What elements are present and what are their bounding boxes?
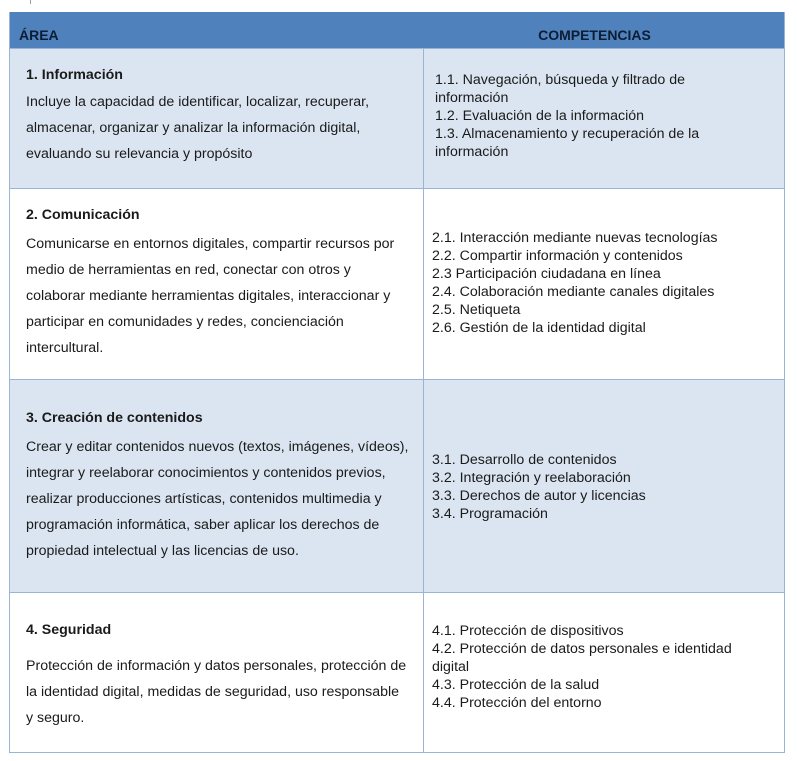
competencia-item: 3.2. Integración y reelaboración <box>432 470 631 486</box>
competencias-table <box>9 12 785 753</box>
competencia-item: 3.1. Desarrollo de contenidos <box>432 452 617 468</box>
area-title: 1. Información <box>26 67 123 83</box>
top-margin-mark <box>30 0 31 4</box>
competencias-cell <box>424 593 784 752</box>
competencia-item: 4.2. Protección de datos personales e identidad digital <box>432 640 732 675</box>
competencias-cell <box>424 380 784 592</box>
competencia-item: 4.1. Protección de dispositivos <box>432 622 624 639</box>
competencia-item: 1.1. Navegación, búsqueda y filtrado de información <box>435 71 686 106</box>
area-description: Incluye la capacidad de identificar, localizar, recuperar, almacenar, organizar y analizar la información digital, evaluando su relevancia y propósito <box>26 94 370 162</box>
area-description: Comunicarse en entornos digitales, compartir recursos por medio de herramientas en red, conectar con otros y colaborar mediante herramientas digitales, interaccionar y participar en comunidades y redes, concienciación intercultural. <box>26 236 395 356</box>
competencia-item: 2.6. Gestión de la identidad digital <box>432 320 646 336</box>
competencia-item: 2.4. Colaboración mediante canales digitales <box>432 284 715 300</box>
area-title: 3. Creación de contenidos <box>26 410 203 426</box>
competencia-item: 2.5. Netiqueta <box>432 302 521 318</box>
competencias-cell <box>424 189 784 379</box>
competencia-item: 2.2. Compartir información y contenidos <box>432 248 683 264</box>
competencias-cell <box>424 49 784 188</box>
area-title: 4. Seguridad <box>26 622 112 638</box>
area-title: 2. Comunicación <box>26 207 140 223</box>
area-cell <box>10 49 424 188</box>
competencia-item: 2.3 Participación ciudadana en línea <box>432 266 661 282</box>
table-row-informacion <box>10 48 784 188</box>
area-description: Protección de información y datos personales, protección de la identidad digital, medidas de seguridad, uso responsable y seguro. <box>26 658 407 726</box>
competencia-item: 2.1. Interacción mediante nuevas tecnologías <box>432 230 718 246</box>
competencia-item: 4.3. Protección de la salud <box>432 676 600 693</box>
competencia-item: 1.3. Almacenamiento y recuperación de la información <box>435 125 700 160</box>
table-header <box>10 12 784 48</box>
competencia-item: 3.3. Derechos de autor y licencias <box>432 488 646 504</box>
header-area: ÁREA <box>19 26 59 43</box>
area-cell <box>10 189 424 379</box>
competencia-item: 4.4. Protección del entorno <box>432 694 602 711</box>
table-row-seguridad <box>10 592 784 752</box>
table-row-comunicacion <box>10 188 784 379</box>
competencia-item: 1.2. Evaluación de la información <box>435 107 644 124</box>
area-description: Crear y editar contenidos nuevos (textos, imágenes, vídeos), integrar y reelaborar conocimientos y contenidos previos, realizar producciones artísticas, contenidos multimedia y programación informática, saber aplicar los derechos de propiedad intelectual y las licencias de uso. <box>26 439 409 559</box>
area-cell <box>10 380 424 592</box>
competencia-item: 3.4. Programación <box>432 506 548 522</box>
table-row-creacion <box>10 379 784 592</box>
area-cell <box>10 593 424 752</box>
header-competencias: COMPETENCIAS <box>538 26 651 43</box>
